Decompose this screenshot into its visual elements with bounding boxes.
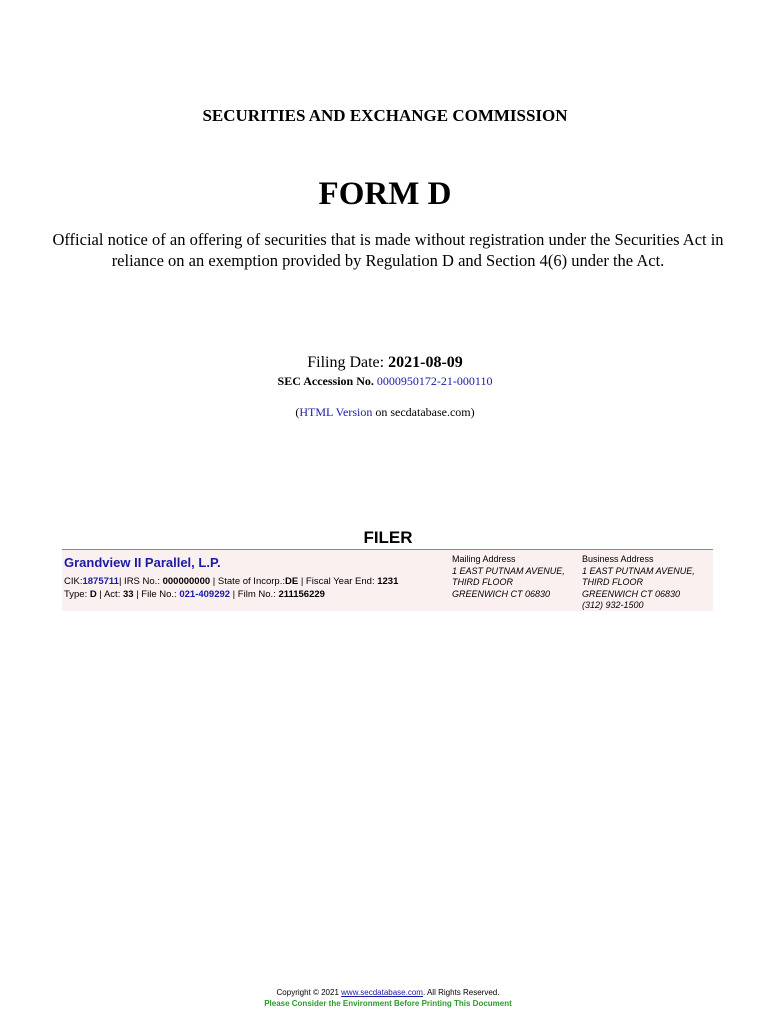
accession-number-link[interactable]: 0000950172-21-000110 (376, 374, 493, 388)
secdatabase-link[interactable]: www.secdatabase.com (341, 988, 423, 997)
mailing-address-line1: 1 EAST PUTNAM AVENUE, (452, 565, 565, 576)
fiscal-year-value: 1231 (377, 576, 399, 587)
accession-label: SEC Accession No. (277, 374, 374, 388)
cik-link[interactable]: 1875711 (82, 576, 119, 587)
mailing-address-line3: GREENWICH CT 06830 (452, 588, 551, 599)
accession-number-line (0, 374, 770, 389)
business-address-line3: GREENWICH CT 06830 (582, 588, 681, 599)
filer-filing-info (64, 589, 325, 600)
file-no-link[interactable]: 021-409292 (179, 589, 231, 600)
irs-value: 000000000 (162, 576, 211, 587)
copyright-line (0, 987, 770, 998)
business-phone: (312) 932-1500 (582, 600, 644, 610)
copyright-prefix: Copyright © 2021 (276, 988, 342, 997)
filing-date-value: 2021-08-09 (388, 354, 463, 371)
filer-box (62, 549, 713, 611)
file-no-label: | File No.: (133, 589, 180, 600)
cik-label: CIK: (64, 576, 83, 587)
html-version-open: ( (295, 405, 300, 419)
footer (0, 987, 770, 1009)
type-value: D (89, 589, 97, 600)
mailing-address (452, 554, 565, 600)
business-address-line2: THIRD FLOOR (582, 577, 644, 587)
incorp-value: DE (284, 576, 299, 587)
incorp-label: | State of Incorp.: (210, 576, 285, 587)
mailing-address-header: Mailing Address (452, 554, 516, 564)
filer-name-link[interactable]: Grandview II Parallel, L.P. (64, 555, 221, 570)
form-description: Official notice of an offering of securities that is made without registration under the Securities Act in reliance on an exemption provided by Regulation D and Section 4(6) under the Act. (52, 230, 724, 270)
html-version-suffix: on secdatabase.com) (372, 405, 475, 419)
form-title: FORM D (318, 176, 452, 212)
filer-heading: FILER (363, 528, 413, 547)
act-label: | Act: (96, 589, 123, 600)
copyright-suffix: . All Rights Reserved. (422, 988, 500, 997)
act-value: 33 (122, 589, 134, 600)
business-address-line1: 1 EAST PUTNAM AVENUE, (582, 565, 695, 576)
type-label: Type: (64, 589, 90, 600)
html-version-line (0, 405, 770, 420)
fiscal-year-label: | Fiscal Year End: (298, 576, 378, 587)
environment-note: Please Consider the Environment Before Printing This Document (264, 999, 512, 1008)
business-address-header: Business Address (582, 554, 654, 564)
mailing-address-line2: THIRD FLOOR (452, 577, 514, 587)
business-address (582, 554, 695, 612)
filing-date (0, 354, 770, 372)
film-no-label: | Film No.: (230, 589, 279, 600)
filer-identifiers (64, 576, 398, 587)
irs-label: | IRS No.: (118, 576, 163, 587)
agency-title: SECURITIES AND EXCHANGE COMMISSION (202, 106, 568, 125)
filing-date-label: Filing Date: (307, 354, 385, 371)
film-no-value: 211156229 (278, 589, 325, 600)
html-version-link[interactable]: HTML Version (299, 405, 373, 419)
